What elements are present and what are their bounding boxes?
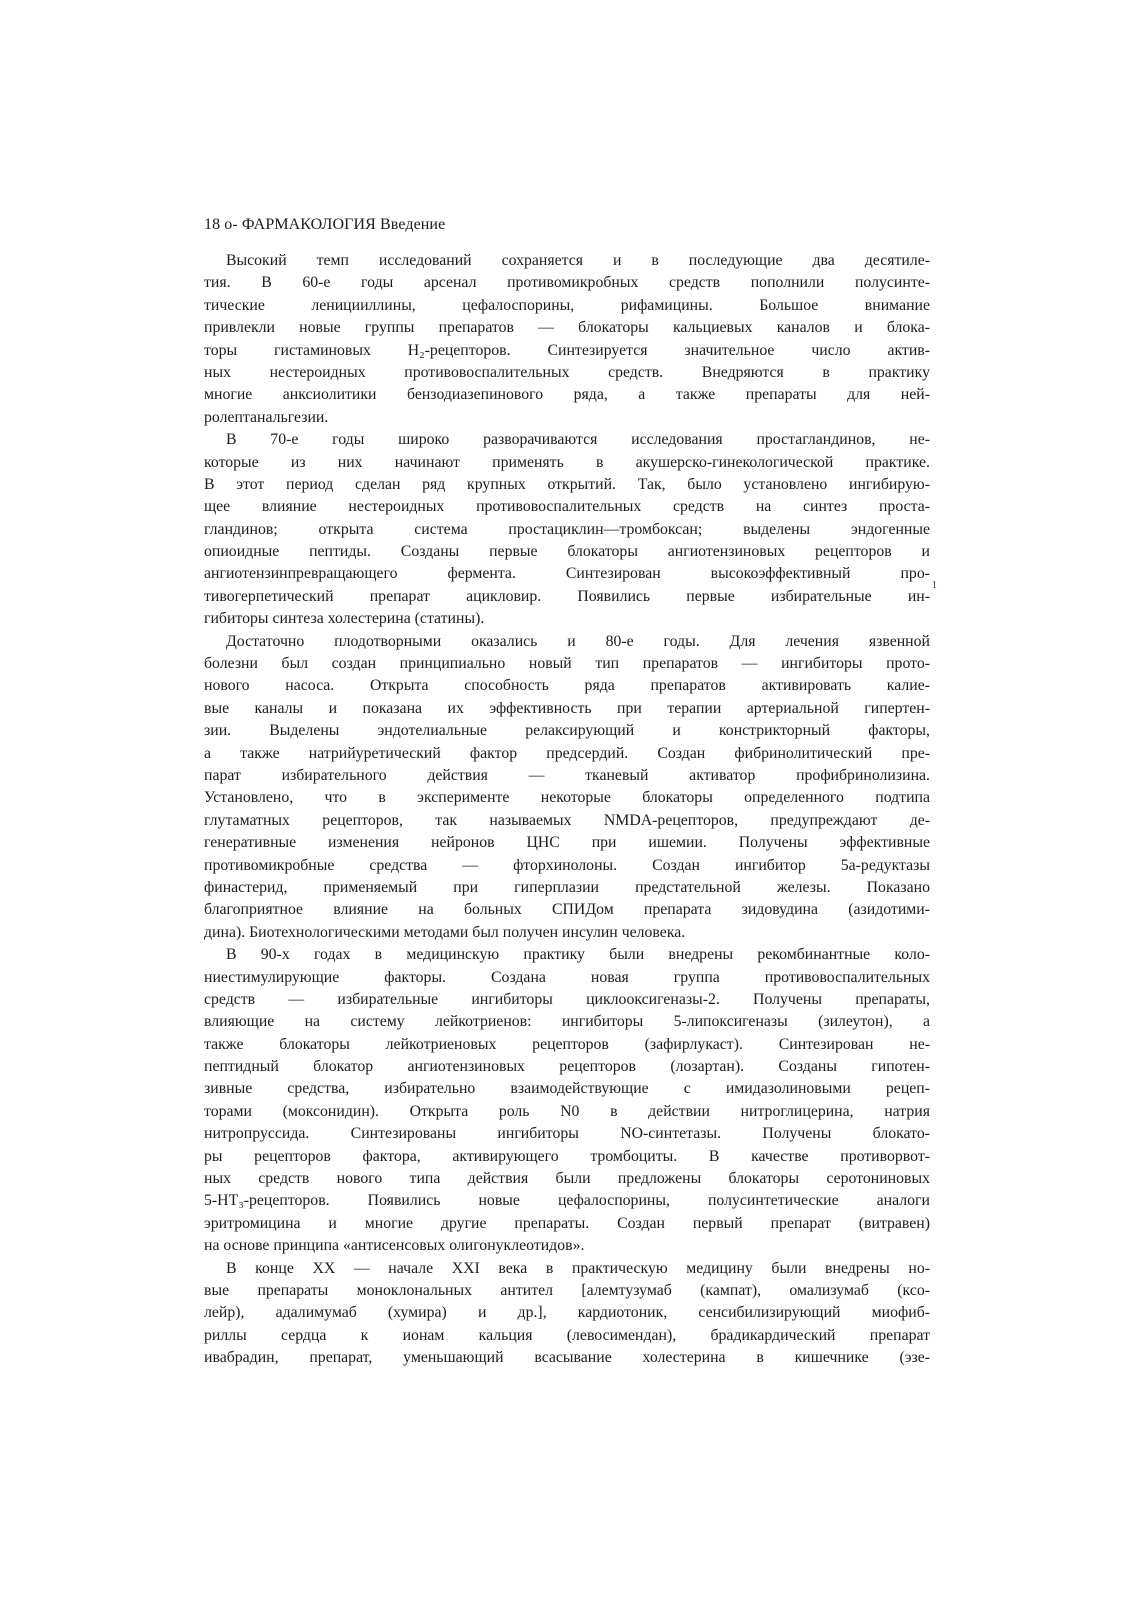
text-line: ных нестероидных противовоспалительных средств. Внедряются в практику (204, 363, 930, 381)
text-line: финастерид, применяемый при гиперплазии предстательной железы. Показано (204, 878, 930, 896)
text-line: генеративные изменения нейронов ЦНС при ишемии. Получены эффективные (204, 834, 930, 852)
text-line: ных средств нового типа действия были предложены блокаторы серотониновых (204, 1170, 930, 1188)
text-line: благоприятное влияние на больных СПИДом препарата зидовудина (азидотими- (204, 901, 930, 919)
margin-mark: 1 (932, 580, 937, 591)
text-line: В этот период сделан ряд крупных открытий. Так, было установлено ингибирую- (204, 475, 930, 493)
text-line: пептидный блокатор ангиотензиновых рецепторов (лозартан). Созданы гипотен- (204, 1058, 930, 1076)
text-line: вые каналы и показана их эффективность при терапии артериальной гипертен- (204, 699, 930, 717)
text-line: В 70-е годы широко разворачиваются исследования простагландинов, не- (226, 431, 930, 449)
text-line: средств — избирательные ингибиторы циклооксигеназы-2. Получены препараты, (204, 990, 930, 1008)
text-line: нового насоса. Открыта способность ряда препаратов активировать калие- (204, 677, 930, 695)
text-line: риллы сердца к ионам кальция (левосимендан), брадикардический препарат (204, 1326, 930, 1344)
text-line: Достаточно плодотворными оказались и 80-е годы. Для лечения язвенной (226, 632, 930, 650)
text-line: вые препараты моноклональных антител [алемтузумаб (кампат), омализумаб (ксо- (204, 1281, 930, 1299)
text-line: торы гистаминовых H₂-рецепторов. Синтезируется значительное число актив- (204, 341, 930, 359)
text-line: которые из них начинают применять в акушерско-гинекологической практике. (204, 453, 930, 471)
text-line: привлекли новые группы препаратов — блокаторы кальциевых каналов и блока- (204, 319, 930, 337)
text-line: ролептанальгезии. (204, 408, 329, 426)
text-line: торами (моксонидин). Открыта роль N0 в действии нитроглицерина, натрия (204, 1102, 930, 1120)
text-line: Установлено, что в эксперименте некоторые блокаторы определенного подтипа (204, 789, 930, 807)
text-line: В 90-х годах в медицинскую практику были внедрены рекомбинантные коло- (226, 946, 930, 964)
text-line: нитропруссида. Синтезированы ингибиторы NO-синтетазы. Получены блокато- (204, 1125, 930, 1143)
text-line: тивогерпетический препарат ацикловир. Появились первые избирательные ин- (204, 587, 930, 605)
text-line: 5-HT₃-рецепторов. Появились новые цефалоспорины, полусинтетические аналоги (204, 1192, 930, 1210)
text-line: зии. Выделены эндотелиальные релаксирующий и констрикторный факторы, (204, 722, 930, 740)
text-line: щее влияние нестероидных противовоспалительных средств на синтез проста- (204, 498, 930, 516)
text-line: гибиторы синтеза холестерина (статины). (204, 610, 485, 628)
text-line: тические леницииллины, цефалоспорины, рифамицины. Большое внимание (204, 296, 930, 314)
text-line: опиоидные пептиды. Созданы первые блокаторы ангиотензиновых рецепторов и (204, 543, 930, 561)
text-line: глутаматных рецепторов, так называемых NMDA-рецепторов, предупреждают де- (204, 811, 930, 829)
text-line: многие анксиолитики бензодиазепинового ряда, а также препараты для ней- (204, 386, 930, 404)
text-line: эритромицина и многие другие препараты. Создан первый препарат (витравен) (204, 1214, 930, 1232)
paragraph-90s (204, 944, 930, 1257)
text-line: гландинов; открыта система простациклин—тромбоксан; выделены эндогенные (204, 520, 930, 538)
paragraph-80s (204, 631, 930, 944)
text-line: а также натрийуретический фактор предсердий. Создан фибринолитический пре- (204, 744, 930, 762)
text-line: В конце XX — начале XXI века в практическую медицину были внедрены но- (226, 1259, 930, 1277)
text-line: зивные средства, избирательно взаимодействующие с имидазолиновыми рецеп- (204, 1080, 930, 1098)
text-line: болезни был создан принципиально новый тип препаратов — ингибиторы прото- (204, 655, 930, 673)
body-text (204, 250, 930, 1370)
paragraph-60s (204, 250, 930, 429)
text-line: тия. В 60-е годы арсенал противомикробных средств пополнили полусинте- (204, 274, 930, 292)
text-line: влияющие на систему лейкотриенов: ингибиторы 5-липоксигеназы (зилеутон), а (204, 1013, 930, 1031)
text-line: также блокаторы лейкотриеновых рецепторов (зафирлукаст). Синтезирован не- (204, 1035, 930, 1053)
text-line: ивабрадин, препарат, уменьшающий всасывание холестерина в кишечнике (эзе- (204, 1349, 930, 1367)
text-line: на основе принципа «антисенсовых олигонуклеотидов». (204, 1237, 585, 1255)
text-line: Высокий темп исследований сохраняется и в последующие два десятиле- (226, 252, 930, 269)
text-line: парат избирательного действия — тканевый активатор профибринолизина. (204, 766, 930, 784)
document-page (204, 0, 937, 1600)
text-line: ангиотензинпревращающего фермента. Синтезирован высокоэффективный про- (204, 565, 930, 583)
paragraph-70s (204, 429, 930, 631)
running-head: 18 о- ФАРМАКОЛОГИЯ Введение (204, 216, 446, 233)
text-line: противомикробные средства — фторхинолоны. Создан ингибитор 5а-редуктазы (204, 856, 930, 874)
text-line: ниестимулирующие факторы. Создана новая группа противовоспалительных (204, 968, 930, 986)
paragraph-21st-century (204, 1258, 930, 1370)
text-line: ры рецепторов фактора, активирующего тромбоциты. В качестве противорвот- (204, 1147, 930, 1165)
text-line: дина). Биотехнологическими методами был получен инсулин человека. (204, 923, 686, 941)
text-line: лейр), адалимумаб (хумира) и др.], кардиотоник, сенсибилизирующий миофиб- (204, 1304, 930, 1322)
